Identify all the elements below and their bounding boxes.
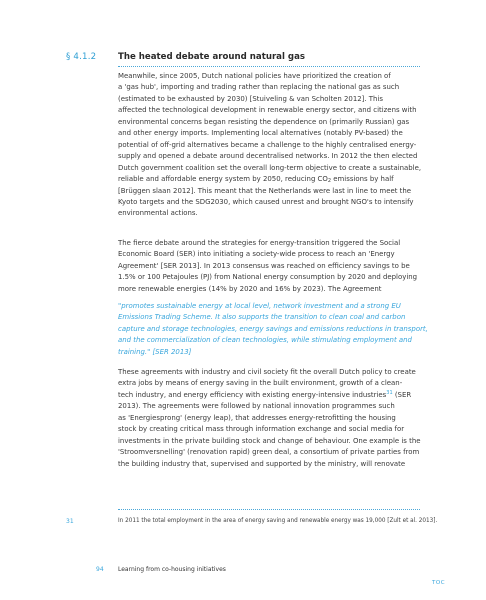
text-line: the building industry that, supervised and supported by the ministry, will renovate [118, 459, 406, 468]
text-line: These agreements with industry and civil society fit the overall Dutch policy to create [118, 368, 416, 376]
paragraph-industry-agreements [118, 367, 428, 470]
text-line: environmental concerns began resisting the dependence on (primarily Russian) gas [118, 117, 410, 126]
text-line: a 'gas hub', importing and trading rather than replacing the national gas as such [118, 83, 400, 92]
section-title: The heated debate around natural gas [118, 52, 305, 62]
text-line: 2013). The agreements were followed by national innovation programmes such [118, 402, 395, 411]
text-line: affected the technological development in renewable energy sector, and citizens with [118, 106, 417, 115]
subscript: 2 [327, 178, 332, 185]
text-line: Kyoto targets and the SDG2030, which caused unrest and brought NGO's to intensify [118, 197, 414, 206]
text-line: tech industry, and energy efficiency with existing energy-intensive industries$^{31}$ (SER [118, 389, 412, 399]
footnote-number: 31 [66, 518, 74, 525]
text-line: potential of off-grid alternatives became a challenge to the highly centralised energy- [118, 140, 417, 149]
text-line: Dutch government coalition set the overall long-term objective to create a sustainable, [118, 163, 422, 172]
text-line: Economic Board (SER) into initiating a society-wide process to reach an 'Energy [118, 250, 395, 259]
toc-link[interactable]: TOC [432, 580, 446, 586]
footnote-ref[interactable]: 31 [386, 389, 393, 396]
text-line: "promotes sustainable energy at local level, network investment and a strong EU [118, 302, 401, 310]
paragraph-energy-agreement [118, 238, 428, 295]
heading-divider [118, 66, 420, 67]
text-line: investments in the private building stock and change of behaviour. One example is the [118, 436, 421, 445]
footnote-text: In 2011 the total employment in the area of energy saving and renewable energy was 19,000 [Zult et al. 2013]. [118, 518, 438, 524]
text-line: Emissions Trading Scheme. It also supports the transition to clean coal and carbon [118, 313, 406, 322]
running-footer-title: Learning from co-housing initiatives [118, 566, 226, 573]
footnote-divider [118, 509, 420, 510]
text-line: as 'Energiesprong' (energy leap), that addresses energy-retrofitting the housing [118, 413, 396, 422]
text-line: stock by creating critical mass through information exchange and social media for [118, 425, 405, 434]
text-line: (estimated to be exhausted by 2030) [Stuiveling & van Scholten 2012]. This [118, 94, 383, 103]
text-line: extra jobs by means of energy saving in the built environment, growth of a clean- [118, 379, 403, 388]
paragraph-gas-policy [118, 71, 428, 220]
text-line: more renewable energies (14% by 2020 and 16% by 2023). The Agreement [118, 284, 382, 293]
text-line: reliable and affordable energy system by 2050, reducing $CO_2$ emissions by half [118, 175, 394, 185]
text-line: training." [SER 2013] [118, 347, 192, 356]
text-line: Meanwhile, since 2005, Dutch national policies have prioritized the creation of [118, 72, 391, 80]
text-line: 'Stroomversnelling' (renovation rapid) green deal, a consortium of private parties from [118, 448, 420, 457]
text-line: capture and storage technologies, energy savings and emissions reductions in transport, [118, 324, 428, 333]
text-line: The fierce debate around the strategies for energy-transition triggered the Social [118, 239, 401, 247]
text-line: [Brüggen slaan 2012]. This meant that the Netherlands were last in line to meet the [118, 186, 412, 195]
text-line: Agreement' [SER 2013]. In 2013 consensus was reached on efficiency savings to be [118, 261, 410, 270]
text-line: and the commercialization of clean technologies, while stimulating employment and [118, 336, 412, 345]
text-line: 1.5% or 100 Petajoules (PJ) from National energy consumption by 2020 and deploying [118, 273, 418, 282]
section-number: § 4.1.2 [66, 52, 97, 62]
blockquote-ser [118, 301, 430, 358]
text-line: supply and opened a debate around decentralised networks. In 2012 the then elected [118, 152, 418, 161]
text-line: and other energy imports. Implementing local alternatives (notably PV-based) the [118, 129, 403, 138]
page-number: 94 [96, 566, 104, 573]
text-line: environmental actions. [118, 209, 198, 218]
